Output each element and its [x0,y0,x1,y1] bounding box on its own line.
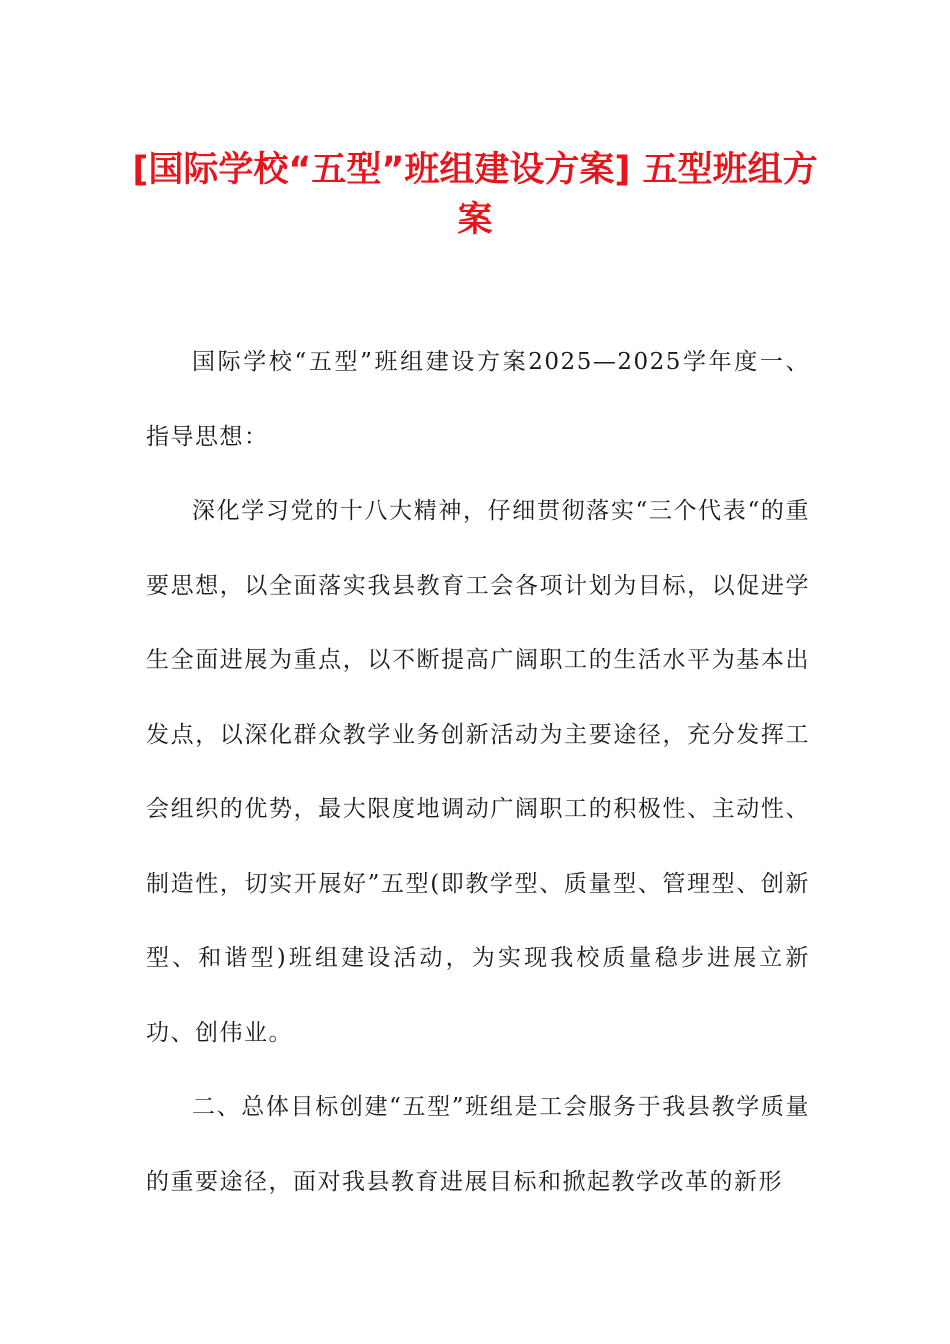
document-title: [国际学校“五型”班组建设方案] 五型班组方案 [132,150,818,240]
paragraph-overall-goal: 二、总体目标创建“五型”班组是工会服务于我县教学质量的重要途径，面对我县教育进展目标和掀起教学改革的新形 [146,1094,810,1195]
paragraph-guiding-thought-content: 深化学习党的十八大精神，仔细贯彻落实“三个代表“的重要思想，以全面落实我县教育工会各项计划为目标，以促进学生全面进展为重点，以不断提高广阔职工的生活水平为基本出发点，以深化群众教学业务创新活动为主要途径，充分发挥工会组织的优势，最大限度地调动广阔职工的积极性、主动性、制造性，切实开展好”五型(即教学型、质量型、管理型、创新型、和谐型)班组建设活动，为实现我校质量稳步进展立新功、创伟业。 [146,498,810,1046]
paragraph-guiding-thought-heading: 国际学校“五型”班组建设方案2025—2025学年度一、指导思想： [146,349,810,450]
document-body [146,325,810,1219]
